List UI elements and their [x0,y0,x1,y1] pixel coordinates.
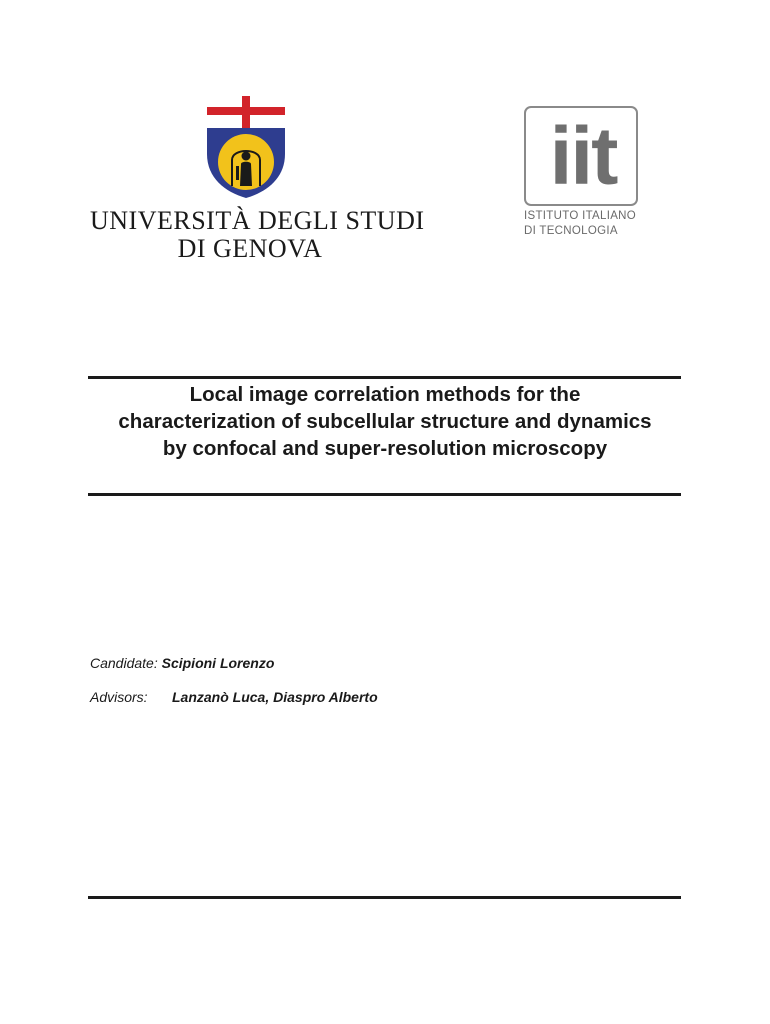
iit-logo-frame [524,106,638,206]
title-top-rule [88,376,681,379]
university-of-genova-logo [90,90,425,263]
thesis-title: Local image correlation methods for the characterization of subcellular structure and dynamics by confocal and super-resolution microscopy [118,383,652,460]
unige-crest-icon [205,94,287,200]
candidate-row [90,655,274,671]
unige-name-line1: UNIVERSITÀ DEGLI STUDI [90,206,425,235]
title-bottom-rule [88,493,681,496]
iit-logo [520,104,644,244]
advisors-label: Advisors: [90,689,148,705]
page-bottom-rule [88,896,681,899]
iit-tagline-line2: DI TECNOLOGIA [524,225,618,237]
unige-name-line2: DI GENOVA [177,234,323,263]
advisors-row [90,689,378,705]
iit-logo-letters: iit [549,111,617,202]
iit-tagline-line1: ISTITUTO ITALIANO [524,210,637,222]
candidate-label: Candidate: [90,655,158,671]
advisors-names: Lanzanò Luca, Diaspro Alberto [172,689,378,705]
candidate-name: Scipioni Lorenzo [161,655,275,671]
